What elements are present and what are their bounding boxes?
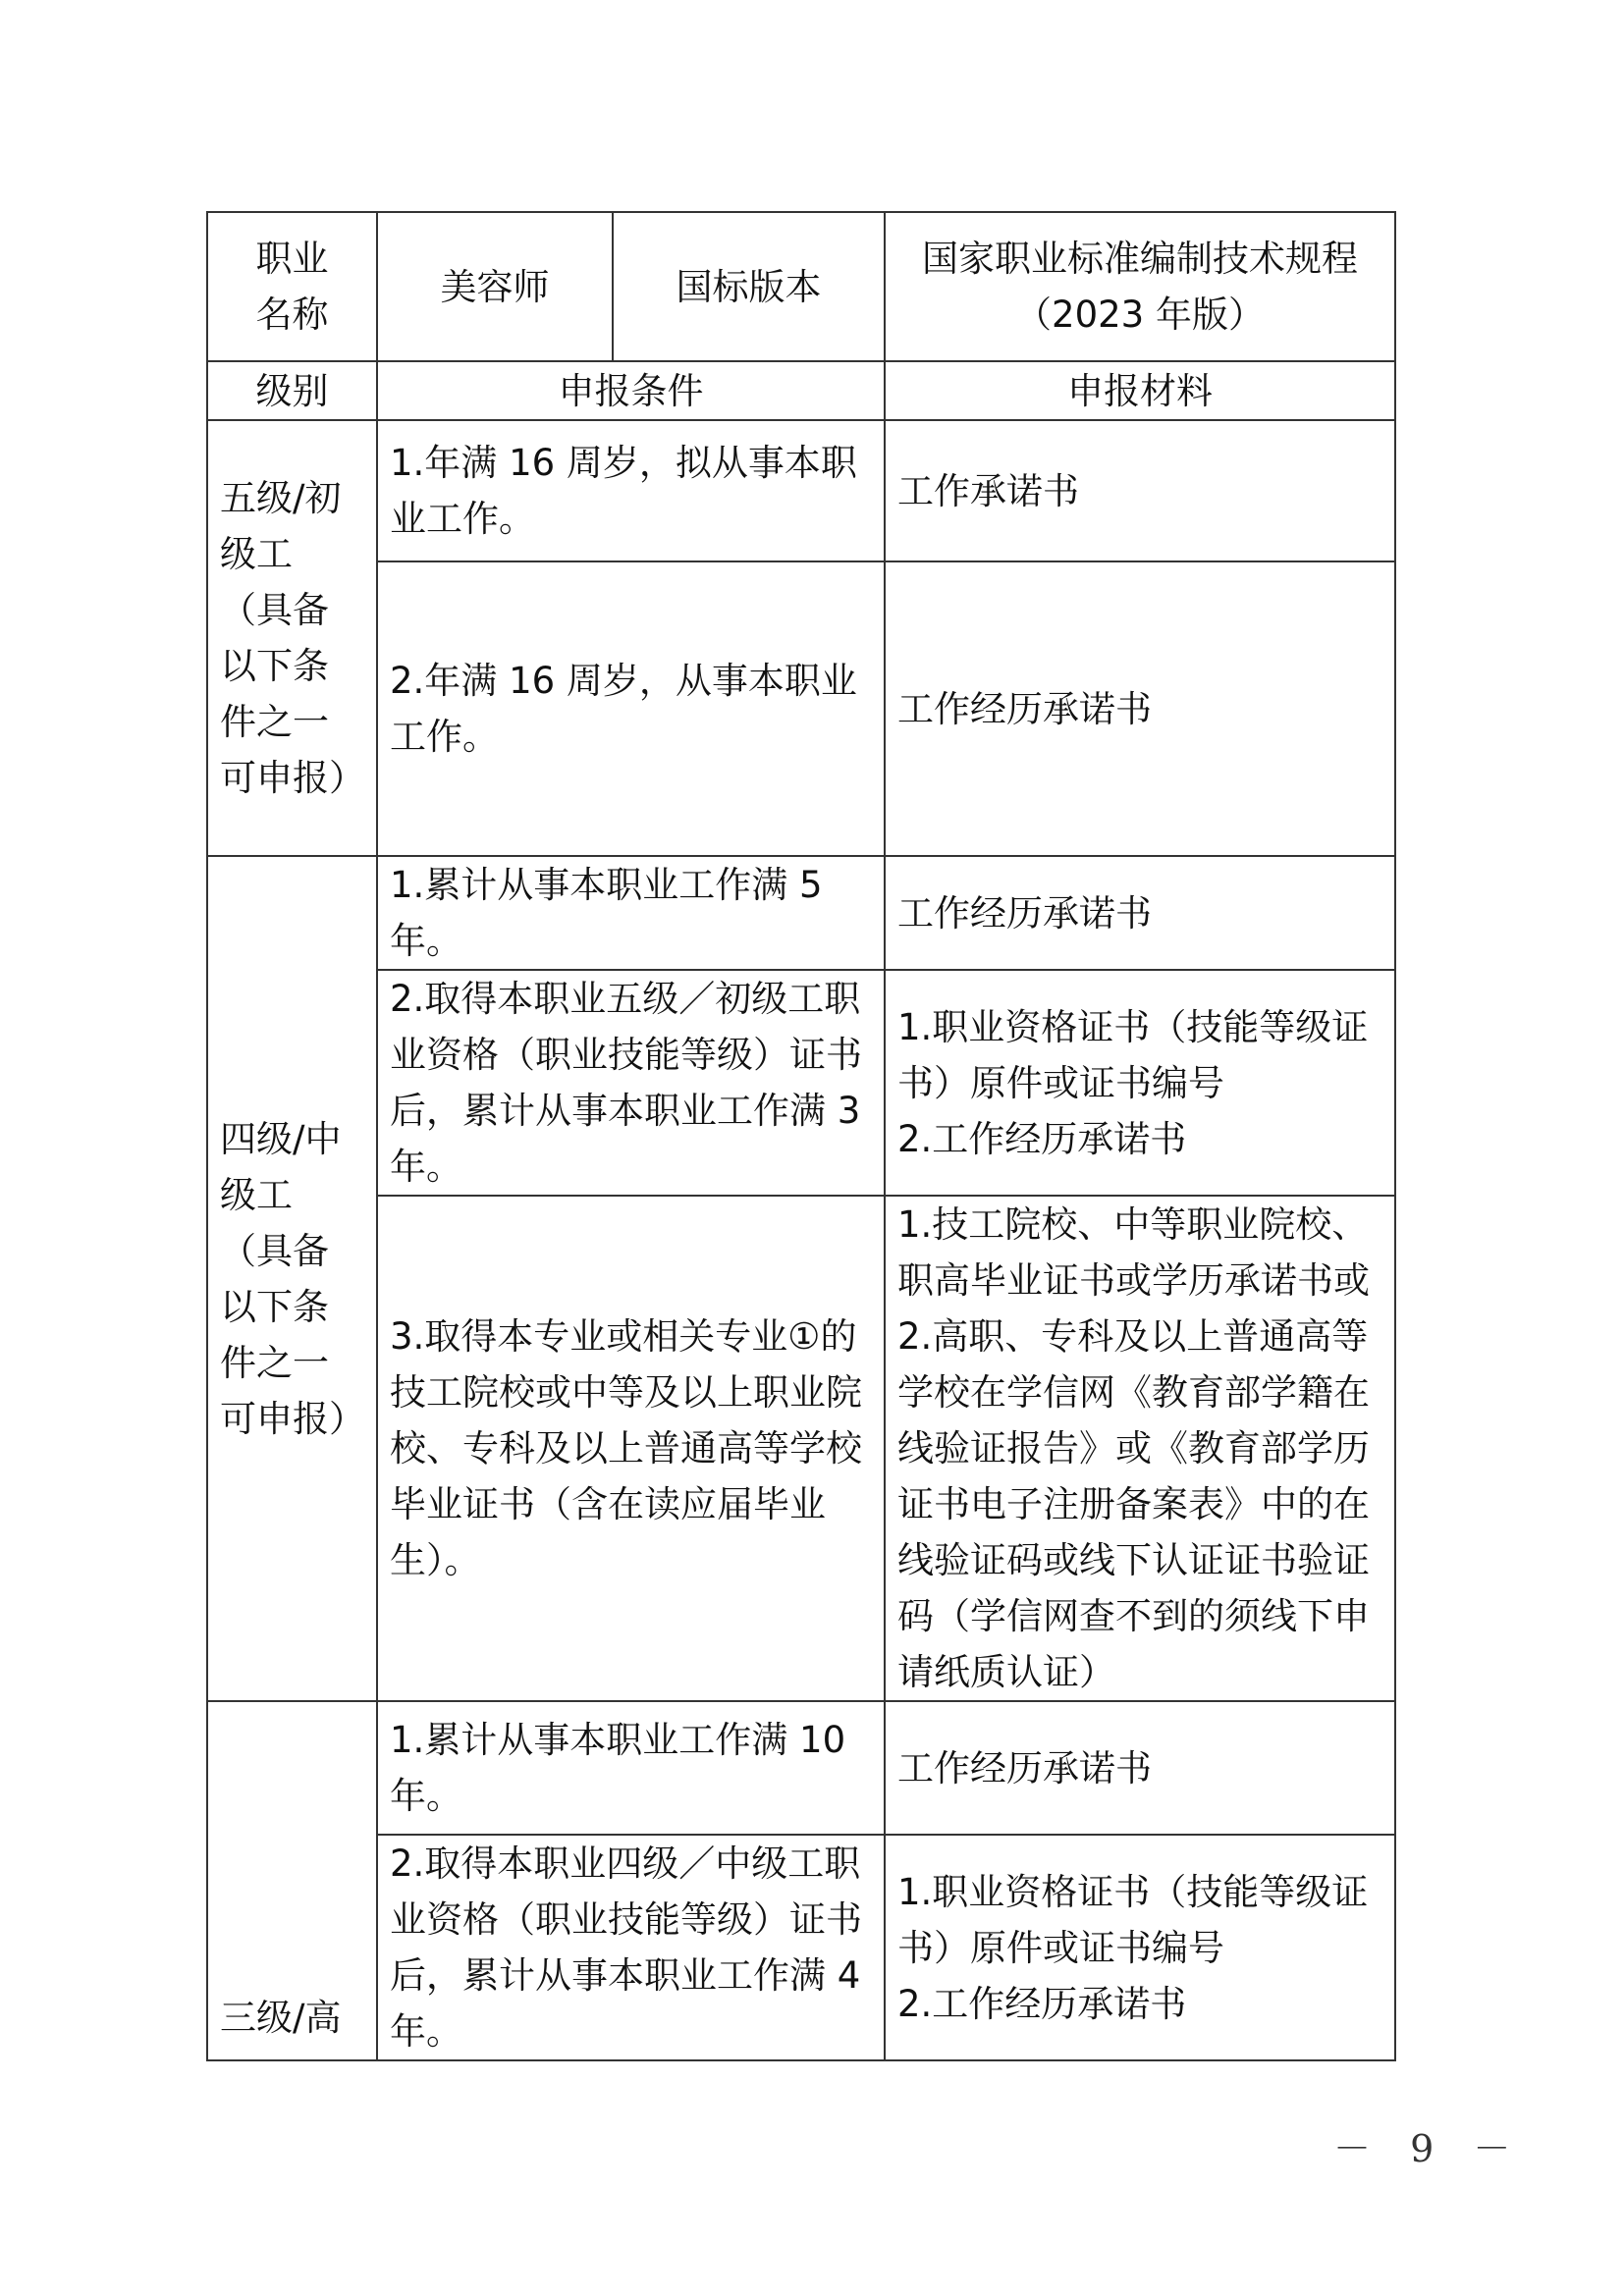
condition-cell: 1.累计从事本职业工作满 5 年。 bbox=[377, 856, 885, 970]
table-row bbox=[207, 561, 1395, 856]
material-cell: 工作经历承诺书 bbox=[885, 856, 1395, 970]
condition-cell: 2.取得本职业四级／中级工职业资格（职业技能等级）证书后，累计从事本职业工作满 4 年。 bbox=[377, 1835, 885, 2060]
qualification-table bbox=[206, 211, 1396, 2061]
table-row bbox=[207, 856, 1395, 970]
occupation-label-cell bbox=[207, 212, 377, 361]
condition-cell: 3.取得本专业或相关专业①的技工院校或中等及以上职业院校、专科及以上普通高等学校毕业证书（含在读应届毕业生）。 bbox=[377, 1196, 885, 1701]
condition-cell: 1.年满 16 周岁，拟从事本职业工作。 bbox=[377, 420, 885, 561]
version-value: 国家职业标准编制技术规程 （2023 年版） bbox=[922, 238, 1358, 336]
table-row bbox=[207, 1701, 1395, 1835]
version-value-cell bbox=[885, 212, 1395, 361]
table-row bbox=[207, 420, 1395, 561]
table-row bbox=[207, 1835, 1395, 2060]
column-header-conditions: 申报条件 bbox=[377, 361, 885, 420]
page-number: － 9 － bbox=[1333, 2127, 1525, 2170]
occupation-name-cell bbox=[377, 212, 613, 361]
header-row bbox=[207, 212, 1395, 361]
occupation-name: 美容师 bbox=[440, 265, 550, 308]
level-label: 五级/初级工（具备以下条件之一可申报） bbox=[220, 477, 365, 799]
condition-cell: 1.累计从事本职业工作满 10 年。 bbox=[377, 1701, 885, 1835]
material-cell: 工作经历承诺书 bbox=[885, 561, 1395, 856]
version-label: 国标版本 bbox=[676, 265, 822, 308]
material-cell: 工作承诺书 bbox=[885, 420, 1395, 561]
level-cell-5 bbox=[207, 420, 377, 856]
table-row bbox=[207, 1196, 1395, 1701]
level-label: 三级/高 bbox=[220, 1997, 342, 2039]
condition-cell: 2.取得本职业五级／初级工职业资格（职业技能等级）证书后，累计从事本职业工作满 3 年。 bbox=[377, 970, 885, 1196]
material-cell: 1.技工院校、中等职业院校、职高毕业证书或学历承诺书或 2.高职、专科及以上普通高等学校在学信网《教育部学籍在线验证报告》或《教育部学历证书电子注册备案表》中的在线验证码或线下认证证书验证码（学信网查不到的须线下申请纸质认证） bbox=[885, 1196, 1395, 1701]
condition-cell: 2.年满 16 周岁，从事本职业工作。 bbox=[377, 561, 885, 856]
level-cell-4 bbox=[207, 856, 377, 1701]
material-cell: 1.职业资格证书（技能等级证书）原件或证书编号 2.工作经历承诺书 bbox=[885, 970, 1395, 1196]
occupation-label: 职业 名称 bbox=[255, 238, 329, 336]
level-label: 四级/中级工（具备以下条件之一可申报） bbox=[220, 1117, 365, 1440]
material-cell: 1.职业资格证书（技能等级证书）原件或证书编号 2.工作经历承诺书 bbox=[885, 1835, 1395, 2060]
table-row bbox=[207, 970, 1395, 1196]
column-header-materials: 申报材料 bbox=[885, 361, 1395, 420]
column-header-row bbox=[207, 361, 1395, 420]
version-label-cell bbox=[613, 212, 885, 361]
material-cell: 工作经历承诺书 bbox=[885, 1701, 1395, 1835]
column-header-level: 级别 bbox=[207, 361, 377, 420]
level-cell-3 bbox=[207, 1701, 377, 2060]
